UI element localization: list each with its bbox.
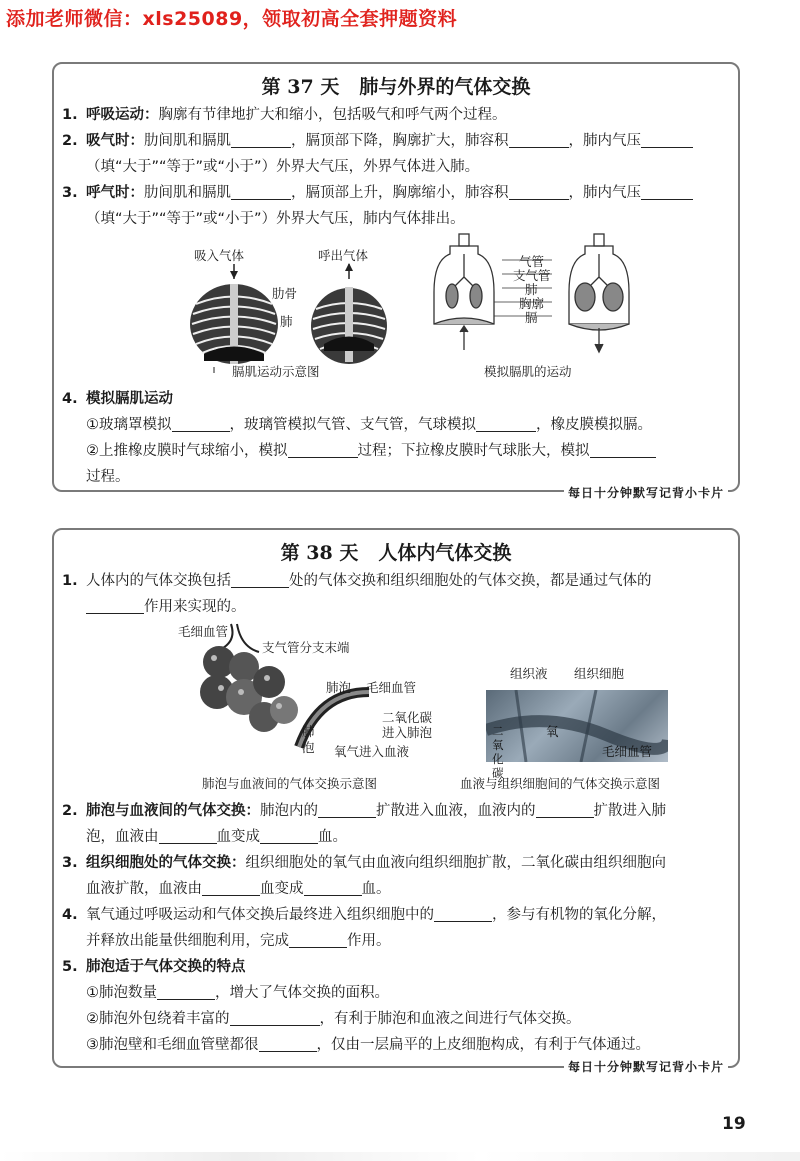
label-lung-model: 肺 xyxy=(525,282,538,297)
item-4c: 过程。 xyxy=(86,469,130,485)
caption-alveoli-exchange: 肺泡与血液间的气体交换示意图 xyxy=(202,776,378,791)
blank[interactable] xyxy=(318,799,376,818)
label-thorax: 胸廓 xyxy=(519,296,545,311)
label-lung: 肺 xyxy=(280,314,293,329)
item-4-cont: 并释放出能量供细胞利用，完成 作用。 xyxy=(62,928,724,954)
blank[interactable] xyxy=(304,877,362,896)
blank[interactable] xyxy=(590,439,656,458)
label-co2-in: 二氧化碳进入肺泡 xyxy=(382,710,433,740)
card-footer: 每日十分钟默写记背小卡片 xyxy=(564,484,728,501)
blank[interactable] xyxy=(86,595,144,614)
caption-tissue-exchange: 血液与组织细胞间的气体交换示意图 xyxy=(460,776,661,791)
card-title xyxy=(54,538,738,565)
item-1: 1. 人体内的气体交换包括 处的气体交换和组织细胞处的气体交换，都是通过气体的 xyxy=(62,568,724,594)
label-trachea: 气管 xyxy=(519,254,545,269)
item-2-cont: （填“大于”“等于”或“小于”）外界大气压，外界气体进入肺。 xyxy=(86,159,480,175)
label-tissue-cell: 组织细胞 xyxy=(574,666,625,681)
blank[interactable] xyxy=(157,981,215,1000)
blank[interactable] xyxy=(288,439,358,458)
blank[interactable] xyxy=(641,181,693,200)
card1-items-top xyxy=(62,102,724,232)
bell-jar-right-icon xyxy=(569,234,629,352)
page-number: 19 xyxy=(722,1114,746,1134)
label-diaphragm: 膈 xyxy=(525,310,538,325)
item-5a: ①肺泡数量 ，增大了气体交换的面积。 xyxy=(62,980,724,1006)
item-2-cont: 泡，血液由 血变成 血。 xyxy=(62,824,724,850)
item-5: 5. 肺泡适于气体交换的特点 xyxy=(62,959,246,975)
scan-edge xyxy=(0,1152,800,1161)
card-day-38 xyxy=(52,528,740,1074)
blank[interactable] xyxy=(259,1033,317,1052)
label-o2-in: 氧气进入血液 xyxy=(334,744,410,759)
item-5b: ②肺泡外包绕着丰富的 ，有利于肺泡和血液之间进行气体交换。 xyxy=(62,1006,724,1032)
card-footer: 每日十分钟默写记背小卡片 xyxy=(564,1058,728,1075)
item-1: 1. 呼吸运动：胸廓有节律地扩大和缩小，包括吸气和呼气两个过程。 xyxy=(62,107,507,123)
item-4: 4. 模拟膈肌运动 xyxy=(62,391,173,407)
title-text: 人体内气体交换 xyxy=(378,542,512,564)
item-4: 4. 氧气通过呼吸运动和气体交换后最终进入组织细胞中的 ，参与有机物的氧化分解， xyxy=(62,902,724,928)
blank[interactable] xyxy=(231,569,289,588)
caption-diaphragm-movement: 膈肌运动示意图 xyxy=(232,364,320,379)
day-label: 第 37 天 xyxy=(261,76,340,98)
label-alveolus-side: 肺泡 xyxy=(302,724,315,755)
ribcage-inhale-icon xyxy=(190,264,278,373)
item-5c: ③肺泡壁和毛细血管壁都很 ，仅由一层扁平的上皮细胞构成，有利于气体通过。 xyxy=(62,1032,724,1058)
blank[interactable] xyxy=(231,129,291,148)
blank[interactable] xyxy=(509,181,569,200)
blank[interactable] xyxy=(476,413,536,432)
blank[interactable] xyxy=(231,181,291,200)
label-rib: 肋骨 xyxy=(272,286,298,301)
label-capillary-2: 毛细血管 xyxy=(366,680,417,695)
blank[interactable] xyxy=(509,129,569,148)
item-3: 3. 组织细胞处的气体交换：组织细胞处的氧气由血液向组织细胞扩散，二氧化碳由组织细胞向 xyxy=(62,855,666,871)
label-exhale: 呼出气体 xyxy=(318,248,369,263)
label-capillary-3: 毛细血管 xyxy=(602,744,653,759)
item-2: 2. 吸气时：肋间肌和膈肌 ，膈顶部下降，胸廓扩大，肺容积 ，肺内气压 xyxy=(62,128,724,154)
caption-bell-jar: 模拟膈肌的运动 xyxy=(484,364,572,379)
blank[interactable] xyxy=(230,1007,320,1026)
card2-items-bottom xyxy=(62,798,724,1058)
blank[interactable] xyxy=(289,929,347,948)
title-text: 肺与外界的气体交换 xyxy=(359,76,531,98)
item-3-cont: （填“大于”“等于”或“小于”）外界大气压，肺内气体排出。 xyxy=(86,211,465,227)
item-3-cont: 血液扩散，血液由 血变成 血。 xyxy=(62,876,724,902)
label-bronchiole: 支气管分支末端 xyxy=(262,640,350,655)
blank[interactable] xyxy=(202,877,260,896)
blank[interactable] xyxy=(172,413,230,432)
label-tissue-fluid: 组织液 xyxy=(510,666,548,681)
item-1-cont: 作用来实现的。 xyxy=(62,594,724,620)
label-alveolus: 肺泡 xyxy=(326,680,352,695)
label-co2-tissue: 二氧化碳 xyxy=(492,724,504,780)
blank[interactable] xyxy=(434,903,492,922)
item-4b: ②上推橡皮膜时气球缩小，模拟 过程；下拉橡皮膜时气球胀大，模拟 xyxy=(62,438,724,464)
blank[interactable] xyxy=(641,129,693,148)
blank[interactable] xyxy=(260,825,318,844)
label-oxygen: 氧 xyxy=(546,724,559,739)
blank[interactable] xyxy=(159,825,217,844)
card1-items-bottom xyxy=(62,386,724,490)
item-3: 3. 呼气时：肋间肌和膈肌 ，膈顶部上升，胸廓缩小，肺容积 ，肺内气压 xyxy=(62,180,724,206)
card-day-37 xyxy=(52,62,740,500)
day-label: 第 38 天 xyxy=(280,542,359,564)
label-inhale: 吸入气体 xyxy=(194,248,245,263)
ribcage-exhale-icon xyxy=(311,263,387,364)
item-2: 2. 肺泡与血液间的气体交换：肺泡内的 扩散进入血液，血液内的 扩散进入肺 xyxy=(62,798,724,824)
blank[interactable] xyxy=(536,799,594,818)
card-title xyxy=(54,72,738,99)
label-capillary: 毛细血管 xyxy=(178,624,229,639)
bell-jar-left-icon xyxy=(434,234,494,350)
watermark-text: 添加老师微信：xls25089，领取初高全套押题资料 xyxy=(6,8,458,30)
label-bronchus: 支气管 xyxy=(513,268,551,283)
item-4a: ①玻璃罩模拟 ，玻璃管模拟气管、支气管，气球模拟 ，橡皮膜模拟膈。 xyxy=(62,412,724,438)
card2-items-top xyxy=(62,568,724,620)
